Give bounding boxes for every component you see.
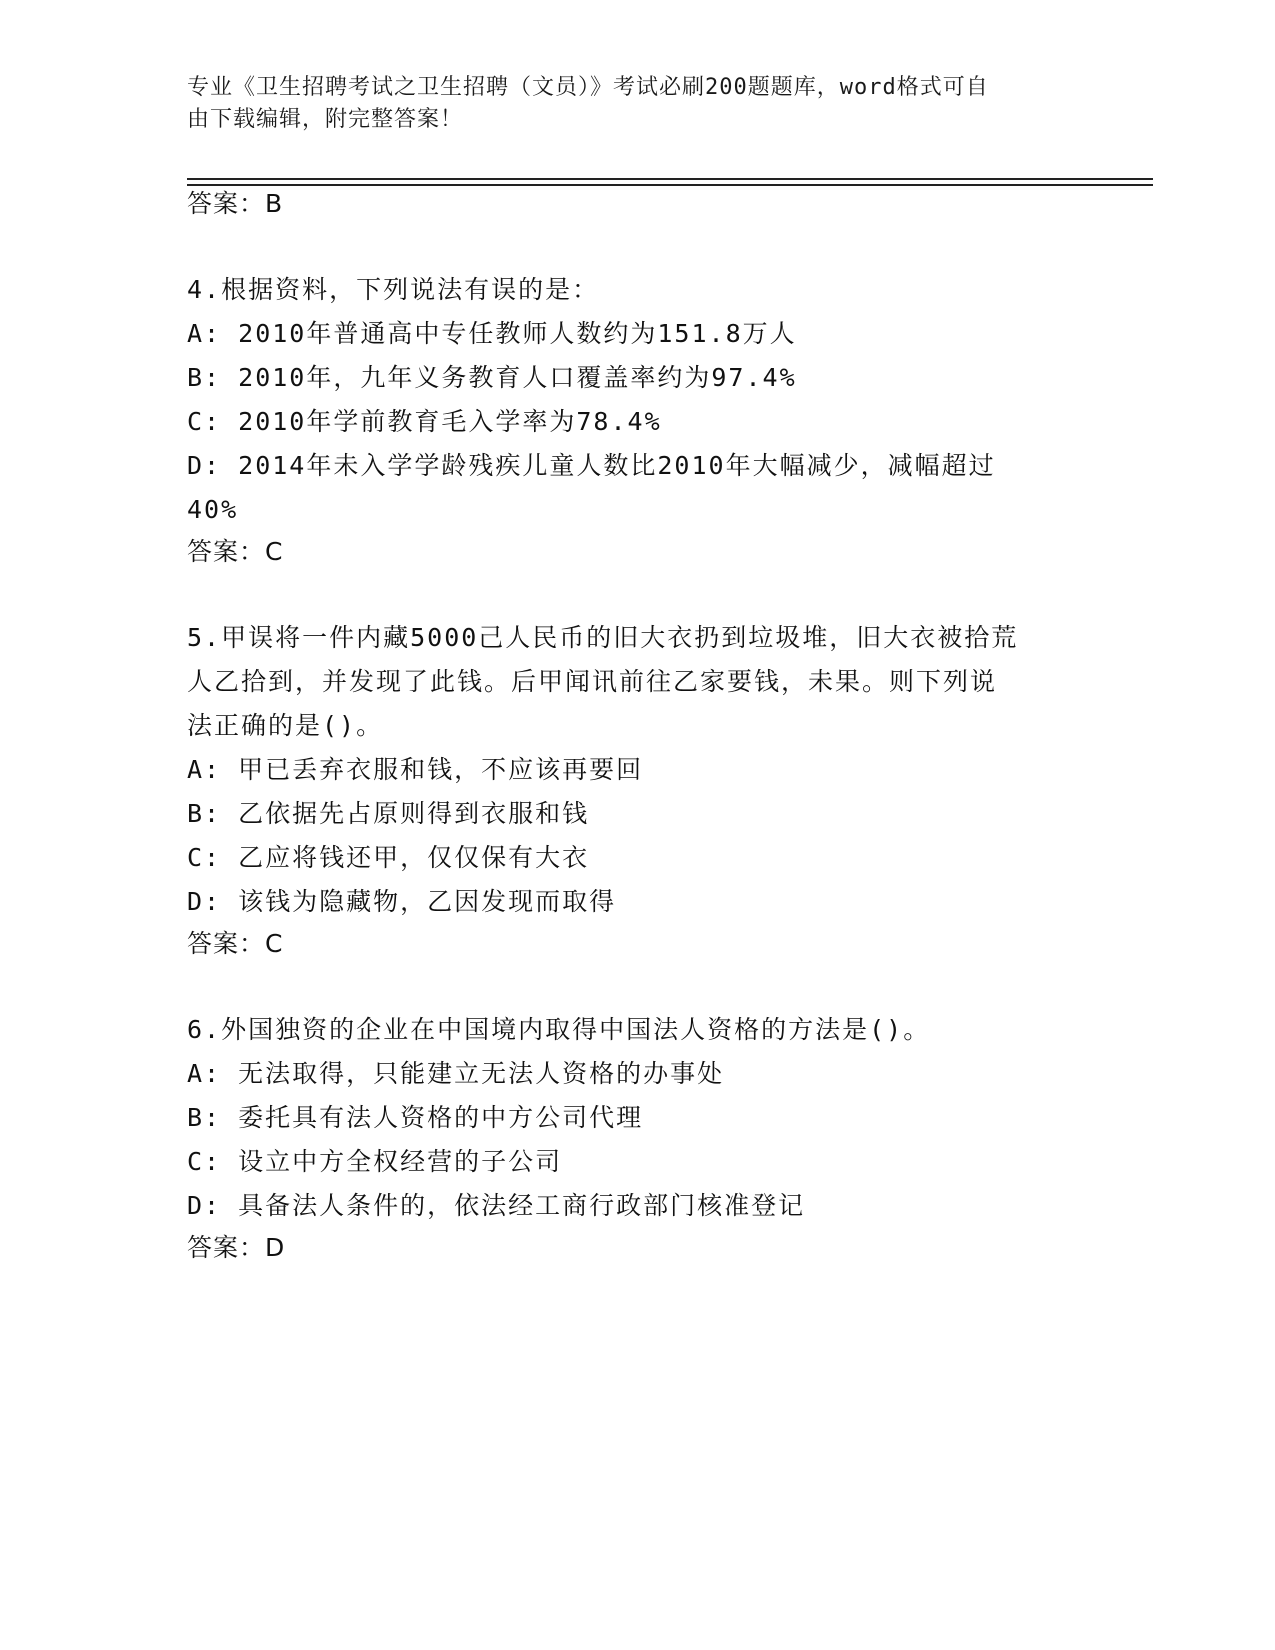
answer-q5: 答案：C	[187, 929, 284, 958]
document-header	[187, 72, 1067, 136]
question-4-option-b: B: 2010年，九年义务教育人口覆盖率约为97.4%	[187, 363, 797, 392]
header-line-2: 由下载编辑，附完整答案！	[187, 107, 464, 132]
question-6-option-c: C: 设立中方全权经营的子公司	[187, 1147, 563, 1176]
question-5-option-b: B: 乙依据先占原则得到衣服和钱	[187, 799, 590, 828]
header-line-1: 专业《卫生招聘考试之卫生招聘（文员）》考试必刷200题题库，word格式可自	[187, 75, 989, 100]
question-4-option-c: C: 2010年学前教育毛入学率为78.4%	[187, 407, 662, 436]
answer-q6: 答案：D	[187, 1233, 286, 1262]
answer-q4: 答案：C	[187, 537, 284, 566]
question-5-option-d: D: 该钱为隐藏物，乙因发现而取得	[187, 887, 617, 916]
header-divider-top	[187, 178, 1153, 180]
question-6-option-b: B: 委托具有法人资格的中方公司代理	[187, 1103, 644, 1132]
question-4-option-a: A: 2010年普通高中专任教师人数约为151.8万人	[187, 319, 797, 348]
header-divider-bottom	[187, 184, 1153, 186]
question-6-stem: 6.外国独资的企业在中国境内取得中国法人资格的方法是()。	[187, 1015, 931, 1044]
question-5-stem-line-2: 人乙拾到，并发现了此钱。后甲闻讯前往乙家要钱，未果。则下列说	[187, 667, 998, 696]
question-4-stem: 4.根据资料，下列说法有误的是：	[187, 275, 600, 304]
question-4-option-d-cont: 40%	[187, 495, 239, 524]
question-5-stem-line-1: 5.甲误将一件内藏5000己人民币的旧大衣扔到垃圾堆，旧大衣被拾荒	[187, 623, 1019, 652]
question-6-option-a: A: 无法取得，只能建立无法人资格的办事处	[187, 1059, 725, 1088]
answer-q3: 答案：B	[187, 189, 284, 218]
question-4-option-d: D: 2014年未入学学龄残疾儿童人数比2010年大幅减少，减幅超过	[187, 451, 996, 480]
question-6-option-d: D: 具备法人条件的，依法经工商行政部门核准登记	[187, 1191, 806, 1220]
question-5-stem-line-3: 法正确的是()。	[187, 711, 384, 740]
question-5-option-c: C: 乙应将钱还甲，仅仅保有大衣	[187, 843, 590, 872]
question-5-option-a: A: 甲已丢弃衣服和钱，不应该再要回	[187, 755, 644, 784]
